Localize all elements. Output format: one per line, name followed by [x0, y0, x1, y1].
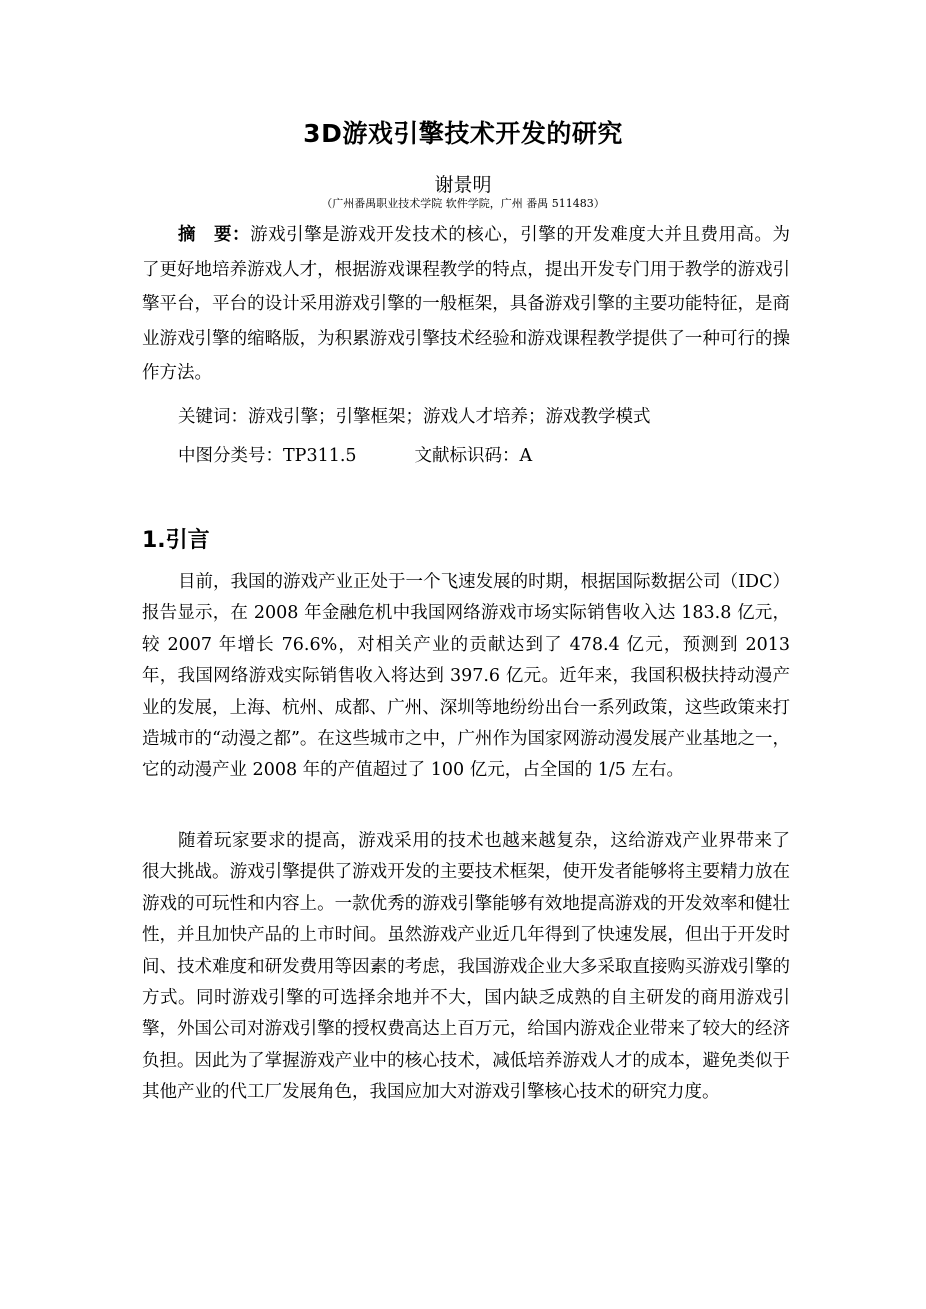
document-code: 文献标识码：A: [414, 446, 533, 466]
abstract-label: 摘 要：: [178, 225, 251, 245]
keywords-line: 关键词：游戏引擎；引擎框架；游戏人才培养；游戏教学模式: [178, 407, 651, 427]
author-affiliation: （广州番禺职业技术学院 软件学院，广州 番禺 511483）: [321, 197, 605, 210]
body-paragraph-1: 目前，我国的游戏产业正处于一个飞速发展的时期，根据国际数据公司（IDC）报告显示，在 2008 年金融危机中我国网络游戏市场实际销售收入达 183.8 亿元，较 2007 年增长 76.6%，对相关产业的贡献达到了 478.4 亿元，预测到 2013 年，我国网络游戏实际销售收入将达到 397.6 亿元。近年来，我国积极扶持动漫产业的发展，上海、杭州、成都、广州、深圳等地纷纷出台一系列政策，这些政策来打造城市的“动漫之都”。在这些城市之中，广州作为国家网游动漫发展产业基地之一，它的动漫产业 2008 年的产值超过了 100 亿元，占全国的 1/5 左右。: [142, 572, 790, 781]
abstract: [142, 218, 790, 391]
classification-line: [178, 443, 532, 469]
abstract-text: 游戏引擎是游戏开发技术的核心，引擎的开发难度大并且费用高。为了更好地培养游戏人才，根据游戏课程教学的特点，提出开发专门用于教学的游戏引擎平台，平台的设计采用游戏引擎的一般框架，具备游戏引擎的主要功能特征，是商业游戏引擎的缩略版，为积累游戏引擎技术经验和游戏课程教学提供了一种可行的操作方法。: [142, 225, 790, 384]
section-heading: 1.引言: [142, 528, 210, 553]
paper-title: 3D游戏引擎技术开发的研究: [303, 119, 623, 148]
classification-code: 中图分类号：TP311.5: [178, 446, 357, 466]
body-paragraph-2: 随着玩家要求的提高，游戏采用的技术也越来越复杂，这给游戏产业界带来了很大挑战。游戏引擎提供了游戏开发的主要技术框架，使开发者能够将主要精力放在游戏的可玩性和内容上。一款优秀的游戏引擎能够有效地提高游戏的开发效率和健壮性，并且加快产品的上市时间。虽然游戏产业近几年得到了快速发展，但出于开发时间、技术难度和研发费用等因素的考虑，我国游戏企业大多采取直接购买游戏引擎的方式。同时游戏引擎的可选择余地并不大，国内缺乏成熟的自主研发的商用游戏引擎，外国公司对游戏引擎的授权费高达上百万元，给国内游戏企业带来了较大的经济负担。因此为了掌握游戏产业中的核心技术，减低培养游戏人才的成本，避免类似于其他产业的代工厂发展角色，我国应加大对游戏引擎核心技术的研究力度。: [142, 831, 790, 1103]
author-name: 谢景明: [434, 174, 492, 196]
